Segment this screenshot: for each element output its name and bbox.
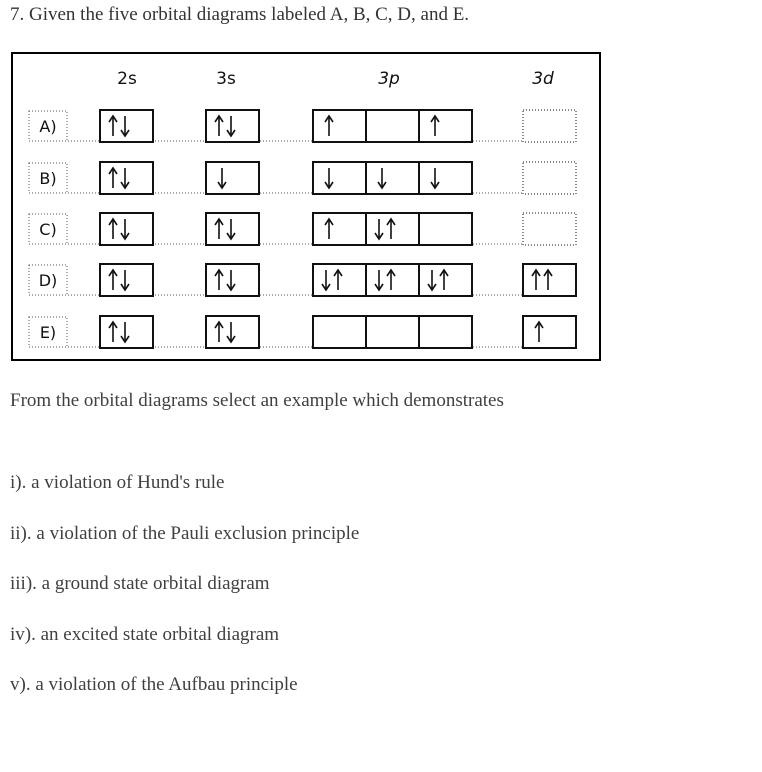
intro-text: From the orbital diagrams select an example which demonstrates [10, 390, 504, 411]
orbital-box-p3 [313, 264, 366, 296]
orbital-box-p3 [313, 213, 366, 245]
orbital-box-s3 [206, 162, 259, 194]
column-header-2s: 2s [117, 69, 137, 89]
orbital-box-d3 [523, 264, 576, 296]
question-title: 7. Given the five orbital diagrams labeled A, B, C, D, and E. [10, 4, 470, 25]
orbital-box-s3 [206, 213, 259, 245]
orbital-box-p3 [419, 110, 472, 142]
orbital-box-p3 [419, 264, 472, 296]
orbital-box-s2 [100, 110, 153, 142]
item-hunds-rule: i). a violation of Hund's rule [10, 472, 225, 493]
orbital-box-s2 [100, 316, 153, 348]
item-pauli-exclusion: ii). a violation of the Pauli exclusion principle [10, 522, 360, 544]
item-excited-state: iv). an excited state orbital diagram [10, 623, 280, 645]
row-label: E) [39, 323, 57, 342]
orbital-box-p3 [366, 162, 419, 194]
row-label: D) [38, 271, 58, 290]
row-label: A) [39, 117, 57, 136]
orbital-box-p3 [313, 110, 366, 142]
column-header-3p: 3p [378, 69, 400, 89]
orbital-box-d3 [523, 162, 576, 194]
orbital-box-p3 [366, 316, 419, 348]
orbital-box-d3 [523, 213, 576, 245]
orbital-box-s3 [206, 316, 259, 348]
orbital-box-p3 [419, 316, 472, 348]
orbital-diagram-figure [11, 52, 601, 361]
orbital-box-d3 [523, 110, 576, 142]
question-items [10, 470, 359, 723]
orbital-box-s2 [100, 213, 153, 245]
row-label: C) [39, 220, 57, 239]
orbital-box-p3 [419, 162, 472, 194]
orbital-box-s2 [100, 264, 153, 296]
column-header-3s: 3s [216, 69, 236, 89]
orbital-diagram-table [13, 54, 599, 359]
orbital-box-s3 [206, 110, 259, 142]
orbital-box-p3 [366, 110, 419, 142]
orbital-box-p3 [366, 213, 419, 245]
item-aufbau: v). a violation of the Aufbau principle [10, 674, 298, 695]
column-header-3d: 3d [532, 69, 554, 89]
orbital-box-s3 [206, 264, 259, 296]
orbital-box-p3 [366, 264, 419, 296]
orbital-box-p3 [313, 162, 366, 194]
orbital-box-p3 [313, 316, 366, 348]
orbital-box-d3 [523, 316, 576, 348]
item-ground-state: iii). a ground state orbital diagram [10, 573, 270, 594]
row-label: B) [39, 169, 57, 188]
orbital-box-p3 [419, 213, 472, 245]
orbital-box-s2 [100, 162, 153, 194]
